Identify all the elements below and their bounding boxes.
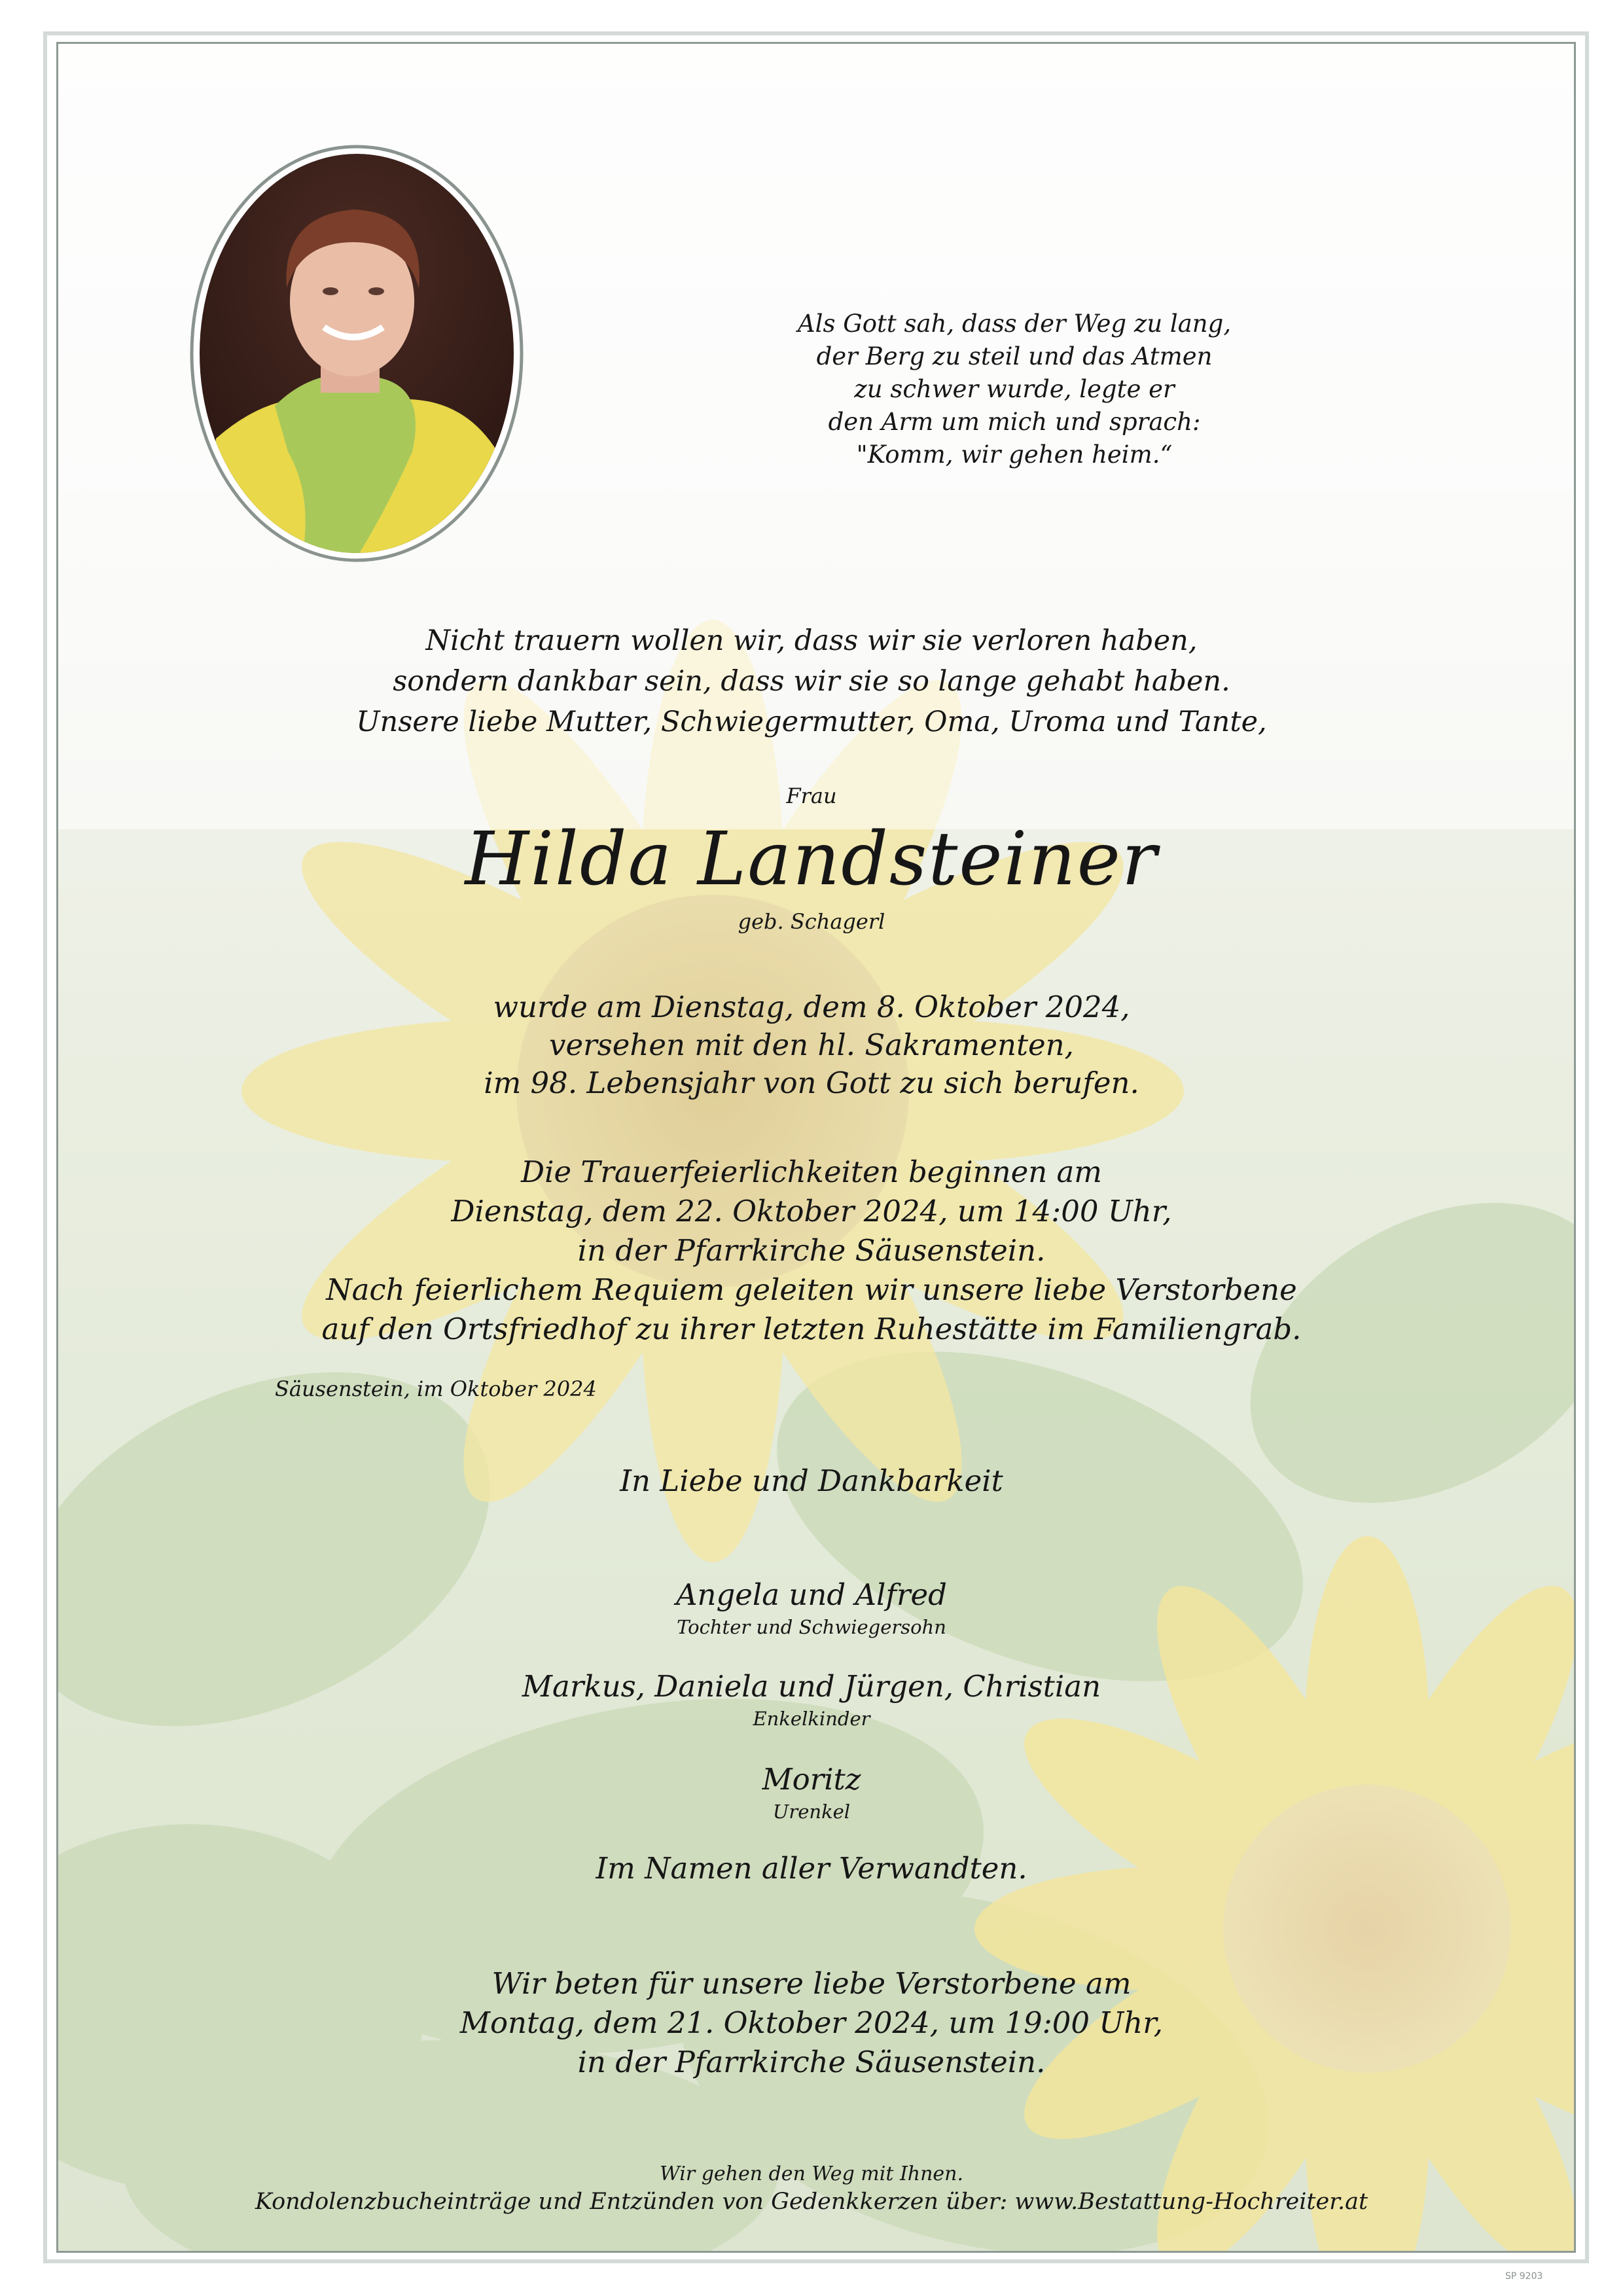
quote-line: Als Gott sah, dass der Weg zu lang,: [797, 310, 1232, 338]
deceased-name: Hilda Landsteiner: [465, 817, 1158, 902]
funeral-line: auf den Ortsfriedhof zu ihrer letzten Ruhestätte im Familiengrab.: [321, 1312, 1302, 1346]
relatives-line: Im Namen aller Verwandten.: [596, 1851, 1027, 1886]
salutation: Frau: [786, 783, 837, 808]
funeral-line: Die Trauerfeierlichkeiten beginnen am: [521, 1155, 1102, 1189]
death-notice-line: wurde am Dienstag, dem 8. Oktober 2024,: [493, 990, 1130, 1024]
funeral-line: Nach feierlichem Requiem geleiten wir unsere liebe Verstorbene: [326, 1272, 1297, 1307]
funeral-line: in der Pfarrkirche Säusenstein.: [577, 1233, 1046, 1268]
quote-line: der Berg zu steil und das Atmen: [816, 342, 1213, 370]
mourner-names: Angela und Alfred: [675, 1577, 947, 1612]
footer-tagline: Wir gehen den Weg mit Ihnen.: [659, 2162, 964, 2185]
mourner-names: Moritz: [762, 1762, 861, 1797]
mourner-relation: Urenkel: [772, 1801, 851, 1823]
footer-website: Kondolenzbucheinträge und Entzünden von Gedenkkerzen über: www.Bestattung-Hochreiter.at: [255, 2189, 1368, 2215]
mourner-names: Markus, Daniela und Jürgen, Christian: [522, 1669, 1101, 1704]
place-date: Säusenstein, im Oktober 2024: [275, 1376, 597, 1401]
mourner-relation: Enkelkinder: [753, 1708, 870, 1730]
intro-line: Unsere liebe Mutter, Schwiegermutter, Oma, Uroma und Tante,: [356, 706, 1267, 738]
quote-line: zu schwer wurde, legte er: [854, 375, 1175, 403]
mourner-relation: Tochter und Schwiegersohn: [677, 1616, 946, 1638]
print-code: SP 9203: [1505, 2271, 1543, 2282]
birth-name: geb. Schagerl: [738, 909, 885, 934]
funeral-line: Dienstag, dem 22. Oktober 2024, um 14:00 Uhr,: [451, 1194, 1172, 1229]
closing-line: In Liebe und Dankbarkeit: [620, 1463, 1003, 1498]
death-notice-line: im 98. Lebensjahr von Gott zu sich berufen.: [484, 1066, 1139, 1100]
prayer-line: in der Pfarrkirche Säusenstein.: [577, 2045, 1046, 2079]
intro-line: Nicht trauern wollen wir, dass wir sie verloren haben,: [425, 624, 1198, 657]
prayer-line: Montag, dem 21. Oktober 2024, um 19:00 Uhr,: [459, 2005, 1164, 2040]
quote-line: "Komm, wir gehen heim.“: [856, 440, 1173, 469]
prayer-line: Wir beten für unsere liebe Verstorbene am: [491, 1966, 1132, 2001]
intro-line: sondern dankbar sein, dass wir sie so lange gehabt haben.: [393, 665, 1230, 698]
quote-line: den Arm um mich und sprach:: [828, 408, 1201, 436]
death-notice-line: versehen mit den hl. Sakramenten,: [549, 1028, 1074, 1062]
